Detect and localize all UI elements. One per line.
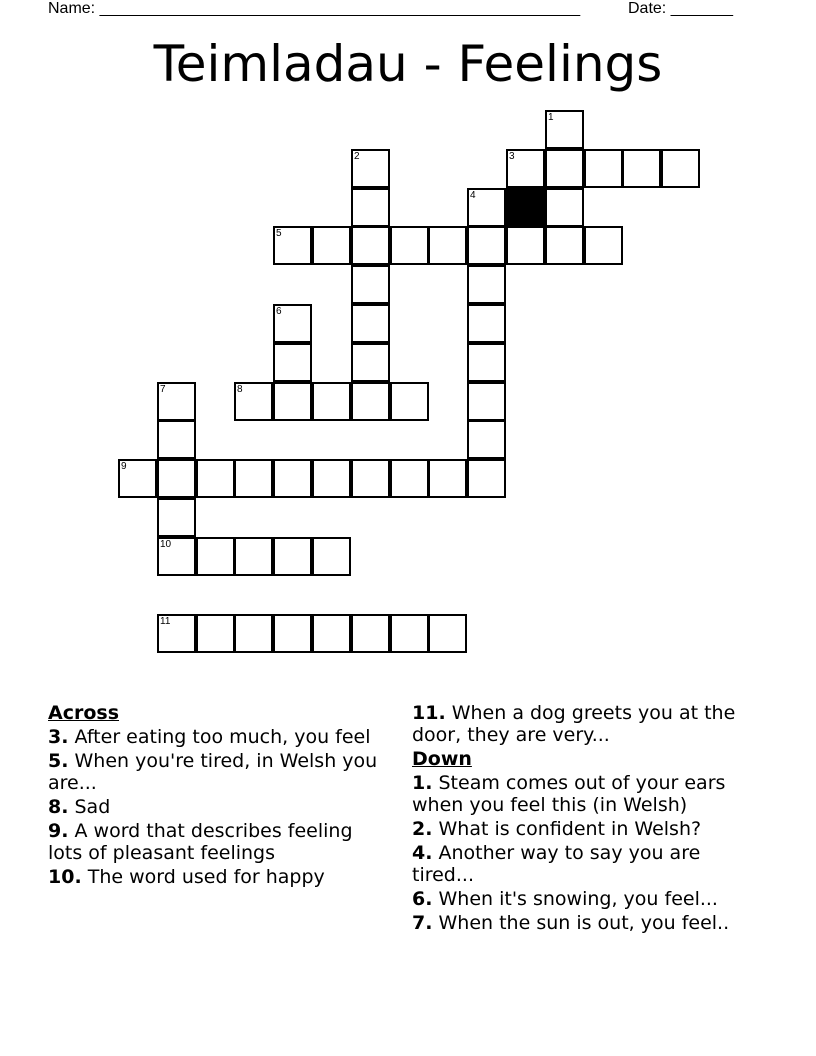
crossword-cell[interactable] bbox=[157, 382, 196, 421]
crossword-cell[interactable] bbox=[273, 537, 312, 576]
crossword-block-cell bbox=[506, 188, 545, 227]
crossword-cell[interactable] bbox=[506, 226, 545, 265]
crossword-cell[interactable] bbox=[351, 226, 390, 265]
across-clue bbox=[48, 820, 378, 864]
crossword-cell[interactable] bbox=[273, 226, 312, 265]
crossword-cell[interactable] bbox=[234, 614, 273, 653]
across-clue bbox=[48, 866, 378, 888]
clue-number: 5. bbox=[48, 750, 69, 772]
clue-text: When you're tired, in Welsh you are... bbox=[48, 750, 378, 794]
clue-text: Another way to say you are tired... bbox=[412, 842, 701, 886]
crossword-cell[interactable] bbox=[390, 226, 429, 265]
cell-number: 3 bbox=[509, 151, 515, 162]
crossword-cell[interactable] bbox=[428, 226, 467, 265]
clue-text: Sad bbox=[74, 796, 111, 818]
crossword-cell[interactable] bbox=[351, 343, 390, 382]
across-clue bbox=[48, 750, 378, 794]
crossword-cell[interactable] bbox=[234, 459, 273, 498]
crossword-cell[interactable] bbox=[351, 265, 390, 304]
crossword-cell[interactable] bbox=[661, 149, 700, 188]
crossword-cell[interactable] bbox=[273, 343, 312, 382]
crossword-cell[interactable] bbox=[196, 459, 235, 498]
clue-number: 1. bbox=[412, 772, 433, 794]
crossword-cell[interactable] bbox=[273, 614, 312, 653]
date-line: Date: _______ bbox=[628, 0, 733, 17]
clue-number: 10. bbox=[48, 866, 82, 888]
crossword-cell[interactable] bbox=[467, 420, 506, 459]
crossword-cell[interactable] bbox=[351, 149, 390, 188]
crossword-cell[interactable] bbox=[545, 149, 584, 188]
crossword-cell[interactable] bbox=[545, 188, 584, 227]
cell-number: 5 bbox=[276, 228, 282, 239]
clue-number: 6. bbox=[412, 888, 433, 910]
across-clue bbox=[48, 726, 378, 748]
crossword-cell[interactable] bbox=[545, 110, 584, 149]
crossword-cell[interactable] bbox=[273, 459, 312, 498]
clue-number: 8. bbox=[48, 796, 69, 818]
crossword-cell[interactable] bbox=[273, 304, 312, 343]
down-clue bbox=[412, 842, 762, 886]
crossword-cell[interactable] bbox=[390, 459, 429, 498]
cell-number: 8 bbox=[237, 384, 243, 395]
crossword-cell[interactable] bbox=[467, 343, 506, 382]
crossword-cell[interactable] bbox=[506, 149, 545, 188]
crossword-cell[interactable] bbox=[157, 537, 196, 576]
crossword-cell[interactable] bbox=[157, 420, 196, 459]
crossword-cell[interactable] bbox=[273, 382, 312, 421]
across-clue bbox=[412, 702, 762, 746]
clues-left-column bbox=[48, 702, 378, 890]
cell-number: 1 bbox=[548, 112, 554, 123]
clues-right-column bbox=[412, 702, 762, 936]
crossword-cell[interactable] bbox=[196, 537, 235, 576]
clue-number: 3. bbox=[48, 726, 69, 748]
clue-number: 4. bbox=[412, 842, 433, 864]
crossword-cell[interactable] bbox=[351, 459, 390, 498]
crossword-cell[interactable] bbox=[312, 382, 351, 421]
clue-text: When the sun is out, you feel.. bbox=[438, 912, 730, 934]
crossword-cell[interactable] bbox=[351, 614, 390, 653]
crossword-cell[interactable] bbox=[622, 149, 661, 188]
crossword-cell[interactable] bbox=[312, 614, 351, 653]
clue-number: 9. bbox=[48, 820, 69, 842]
clue-text: The word used for happy bbox=[87, 866, 325, 888]
crossword-cell[interactable] bbox=[428, 459, 467, 498]
down-clue bbox=[412, 772, 762, 816]
crossword-cell[interactable] bbox=[351, 304, 390, 343]
crossword-cell[interactable] bbox=[467, 382, 506, 421]
cell-number: 7 bbox=[160, 384, 166, 395]
crossword-cell[interactable] bbox=[467, 304, 506, 343]
clue-text: When it's snowing, you feel... bbox=[438, 888, 718, 910]
crossword-cell[interactable] bbox=[157, 459, 196, 498]
crossword-cell[interactable] bbox=[118, 459, 157, 498]
crossword-cell[interactable] bbox=[312, 537, 351, 576]
clue-number: 11. bbox=[412, 702, 446, 724]
clue-text: What is confident in Welsh? bbox=[438, 818, 702, 840]
crossword-cell[interactable] bbox=[157, 498, 196, 537]
cell-number: 4 bbox=[470, 190, 476, 201]
clue-number: 2. bbox=[412, 818, 433, 840]
down-clue bbox=[412, 912, 762, 934]
crossword-cell[interactable] bbox=[467, 226, 506, 265]
crossword-cell[interactable] bbox=[467, 459, 506, 498]
crossword-cell[interactable] bbox=[312, 459, 351, 498]
clue-text: Steam comes out of your ears when you feel this (in Welsh) bbox=[412, 772, 726, 816]
crossword-cell[interactable] bbox=[351, 188, 390, 227]
across-heading: Across bbox=[48, 702, 120, 724]
crossword-cell[interactable] bbox=[390, 614, 429, 653]
crossword-cell[interactable] bbox=[584, 226, 623, 265]
clue-text: When a dog greets you at the door, they are very... bbox=[412, 702, 736, 746]
name-line: Name: ______________________________________________________ bbox=[48, 0, 581, 17]
crossword-cell[interactable] bbox=[545, 226, 584, 265]
down-clue bbox=[412, 888, 762, 910]
crossword-cell[interactable] bbox=[428, 614, 467, 653]
cell-number: 11 bbox=[160, 616, 171, 627]
crossword-cell[interactable] bbox=[157, 614, 196, 653]
crossword-cell[interactable] bbox=[234, 537, 273, 576]
cell-number: 6 bbox=[276, 306, 282, 317]
puzzle-title: Teimladau - Feelings bbox=[153, 35, 663, 93]
clue-number: 7. bbox=[412, 912, 433, 934]
cell-number: 10 bbox=[160, 539, 172, 550]
crossword-cell[interactable] bbox=[390, 382, 429, 421]
across-clue bbox=[48, 796, 378, 818]
crossword-cell[interactable] bbox=[312, 226, 351, 265]
crossword-cell[interactable] bbox=[467, 265, 506, 304]
clue-text: A word that describes feeling lots of pleasant feelings bbox=[48, 820, 353, 864]
crossword-cell[interactable] bbox=[584, 149, 623, 188]
down-clue bbox=[412, 818, 762, 840]
clue-text: After eating too much, you feel bbox=[74, 726, 371, 748]
crossword-cell[interactable] bbox=[467, 188, 506, 227]
down-heading: Down bbox=[412, 748, 472, 770]
crossword-cell[interactable] bbox=[196, 614, 235, 653]
crossword-cell[interactable] bbox=[234, 382, 273, 421]
cell-number: 9 bbox=[121, 461, 127, 472]
crossword-cell[interactable] bbox=[351, 382, 390, 421]
cell-number: 2 bbox=[354, 151, 360, 162]
